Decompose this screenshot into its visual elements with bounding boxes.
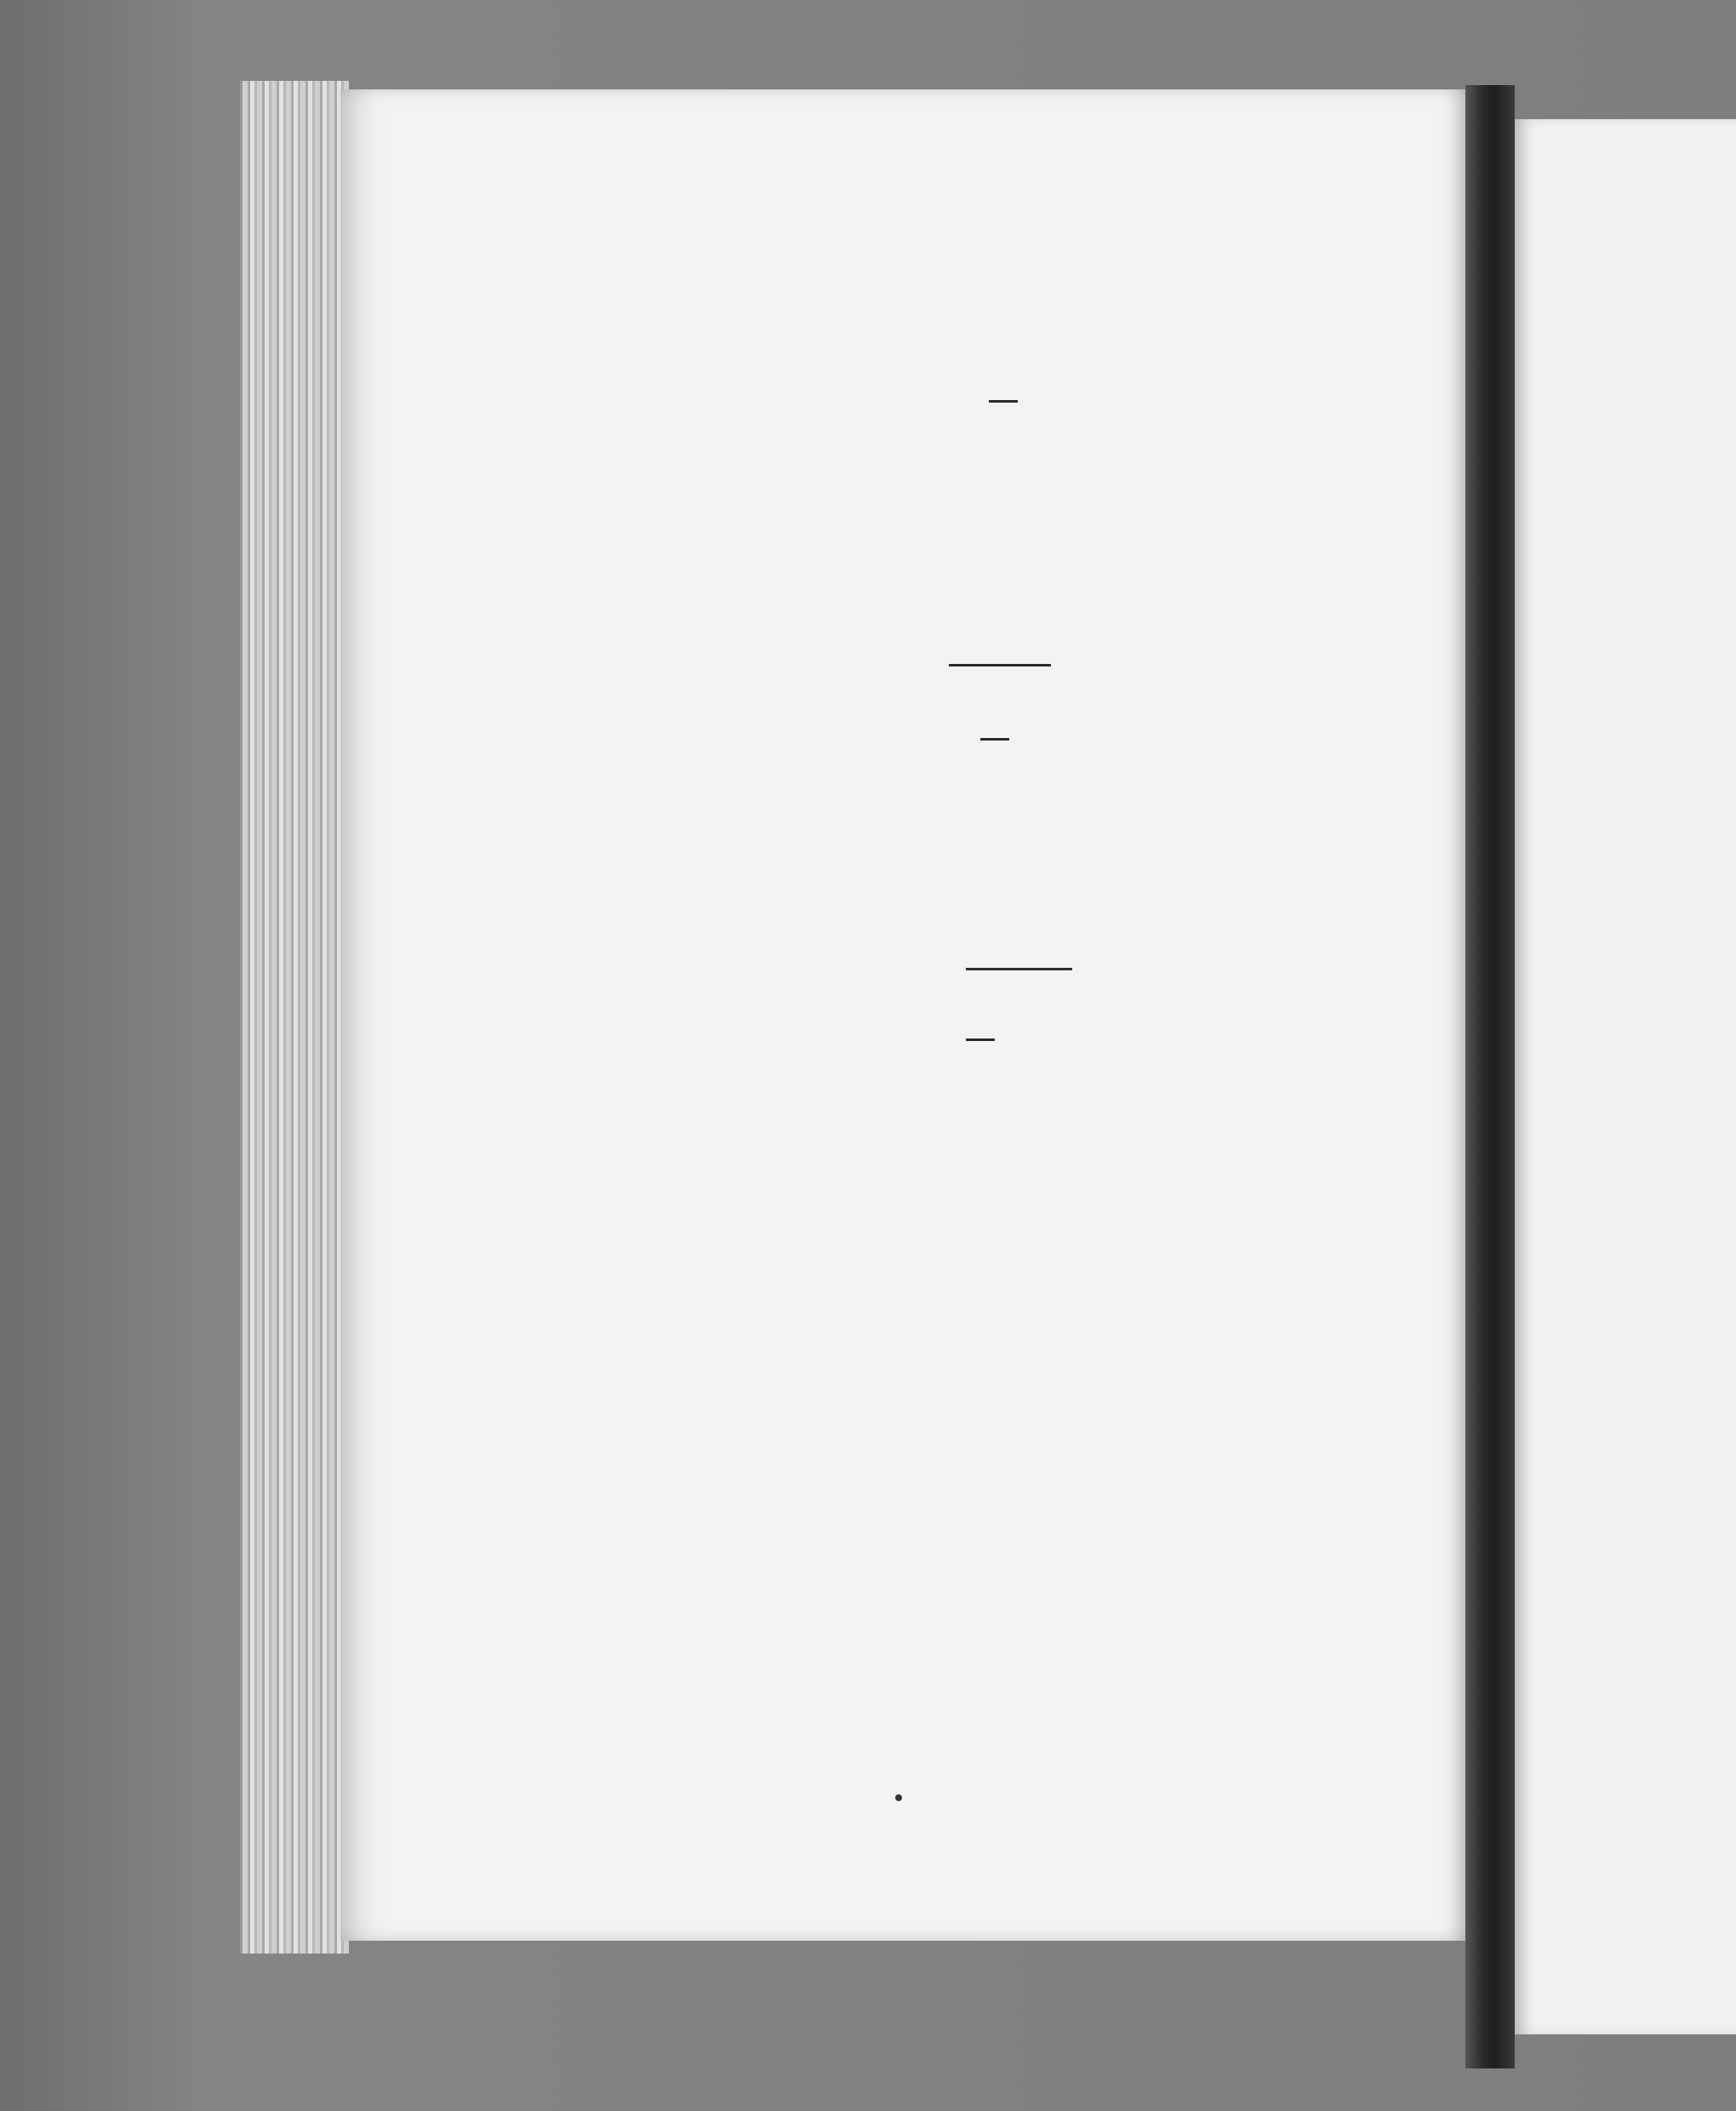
heading-divider [980, 738, 1009, 741]
section-rule [949, 664, 1051, 666]
book-page-edges [240, 81, 349, 1954]
right-page [1515, 119, 1736, 2034]
left-page [340, 89, 1468, 1941]
heading-divider [989, 400, 1018, 403]
book-gutter [1465, 85, 1515, 2068]
printer-mark [895, 1794, 902, 1801]
heading-divider [966, 1038, 995, 1041]
section-rule [966, 968, 1072, 970]
